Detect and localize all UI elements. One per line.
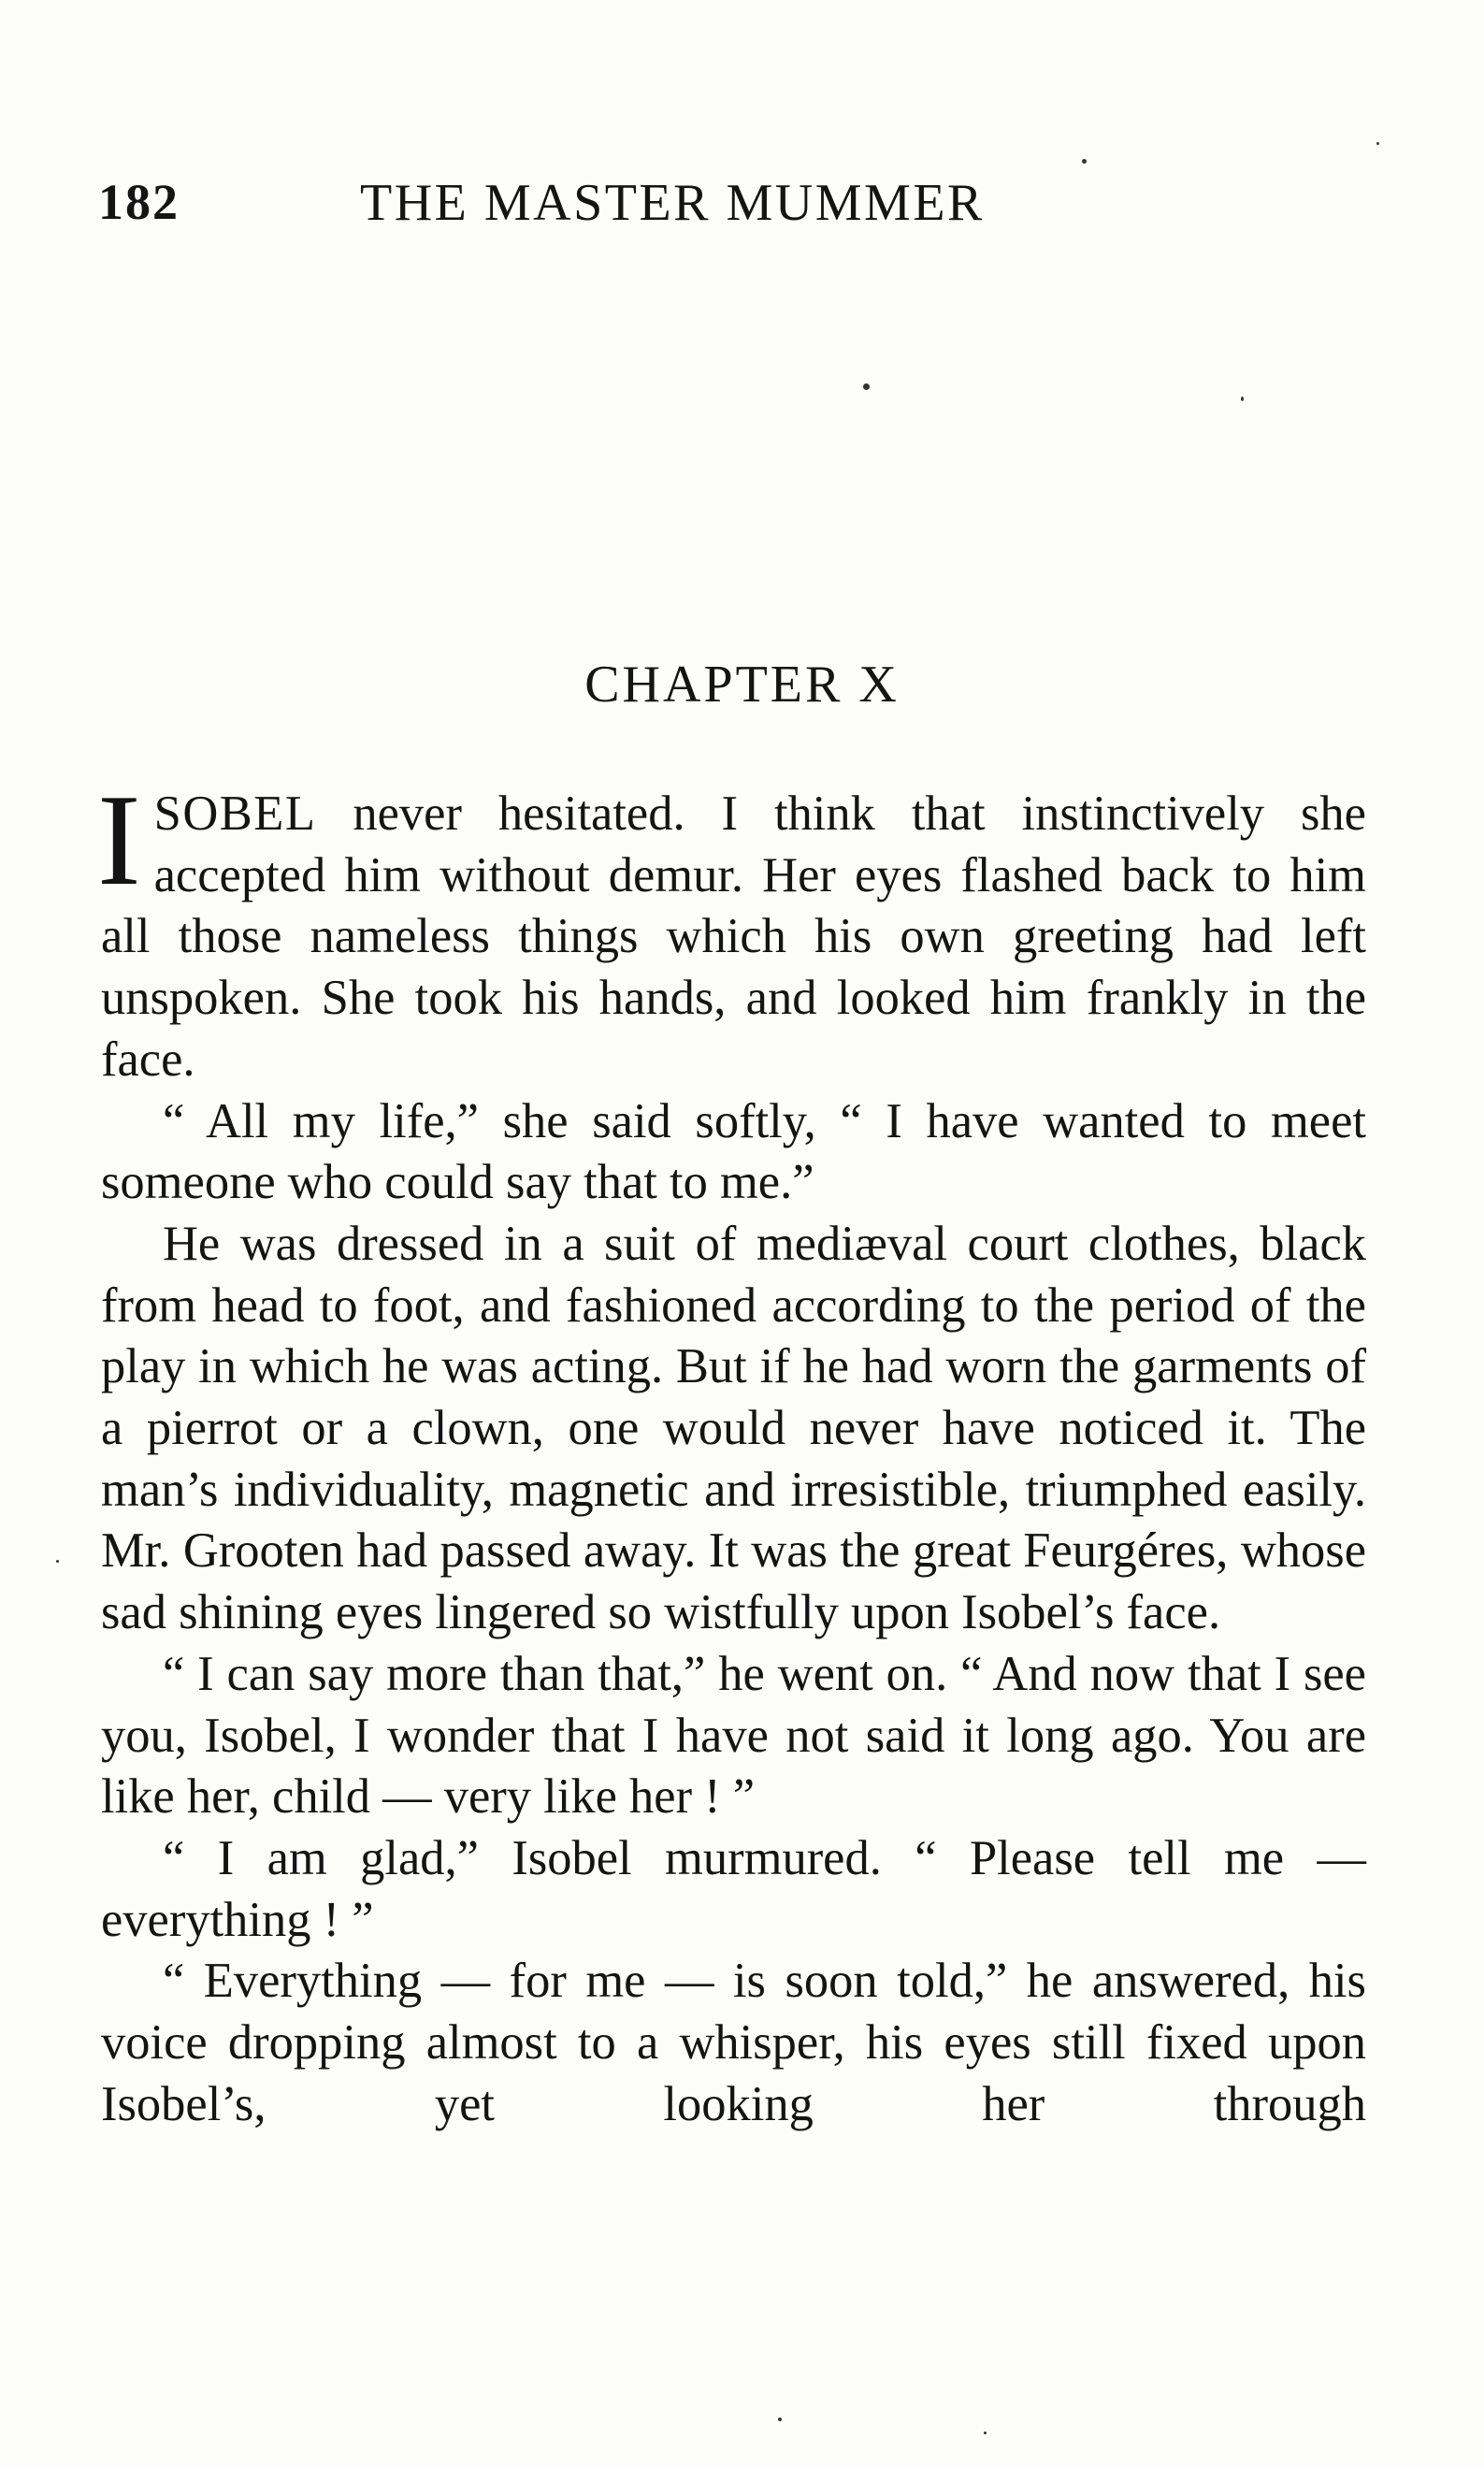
paragraph-3: He was dressed in a suit of mediæval court clothes, black from head to foot, and fashioned according to the period of the play in which he was acting. But if he had worn the garments of a pierrot or a clown, one would never have noticed it. The man’s individuality, magnetic and irresistible, triumphed easily. Mr. Grooten had passed away. It was the great Feurgéres, whose sad shining eyes lingered so wistfully upon Isobel’s face. xyxy=(101,1216,1366,1640)
paragraph-1 xyxy=(97,768,1366,1091)
running-title: THE MASTER MUMMER xyxy=(360,174,985,232)
print-speck xyxy=(863,383,870,390)
paragraph-2: “ All my life,” she said softly, “ I have wanted to meet someone who could say that to me.” xyxy=(101,1093,1366,1210)
paragraph-6: “ Everything — for me — is soon told,” he answered, his voice dropping almost to a whisper, his eyes still fixed upon Isobel’s, yet looking her through xyxy=(101,1954,1366,2131)
paragraph-5: “ I am glad,” Isobel murmured. “ Please tell me — everything ! ” xyxy=(101,1830,1366,1947)
chapter-body xyxy=(97,768,1366,2135)
print-speck xyxy=(778,2417,782,2421)
running-head xyxy=(98,173,1127,248)
print-speck xyxy=(1241,397,1244,401)
lead-word: SOBEL xyxy=(153,787,317,841)
print-speck xyxy=(1082,159,1087,164)
paragraph-4: “ I can say more than that,” he went on. “ And now that I see you, Isobel, I wonder that I have not said it long ago. You are like her, child — very like her ! ” xyxy=(101,1646,1366,1825)
print-speck xyxy=(984,2432,987,2434)
print-speck xyxy=(56,1560,59,1563)
chapter-heading: CHAPTER X xyxy=(584,656,900,714)
paragraph-1-text: never hesitated. I think that instinctively she accepted him without demur. Her eyes flashed back to him all those nameless things which his own greeting had left unspoken. She took his hands, and looked him frankly in the face. xyxy=(101,787,1366,1087)
print-speck xyxy=(1376,142,1379,145)
page-number: 182 xyxy=(98,174,180,230)
drop-cap: I xyxy=(97,768,141,913)
